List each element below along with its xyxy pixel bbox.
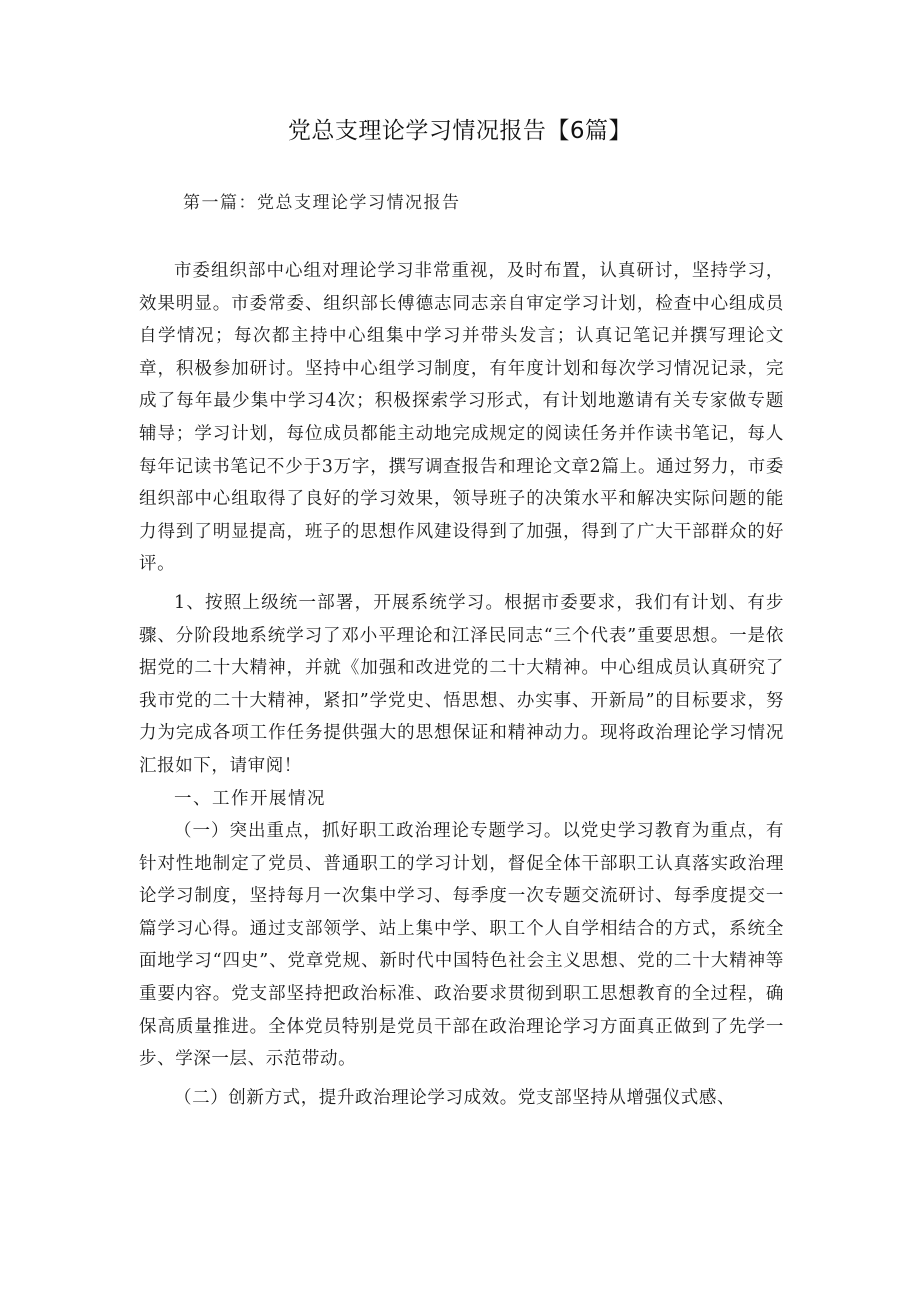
- paragraph-intro: 市委组织部中心组对理论学习非常重视，及时布置，认真研讨，坚持学习，效果明显。市委常委、组织部长傅德志同志亲自审定学习计划，检查中心组成员自学情况；每次都主持中心组集中学习并带头发言；认真记笔记并撰写理论文章，积极参加研讨。坚持中心组学习制度，有年度计划和每次学习情况记录，完成了每年最少集中学习4次；积极探索学习形式，有计划地邀请有关专家做专题辅导；学习计划，每位成员都能主动地完成规定的阅读任务并作读书笔记，每人每年记读书笔记不少于3万字，撰写调查报告和理论文章2篇上。通过努力，市委组织部中心组取得了良好的学习效果，领导班子的决策水平和解决实际问题的能力得到了明显提高，班子的思想作风建设得到了加强，得到了广大干部群众的好评。: [139, 261, 784, 575]
- section-title: 第一篇：党总支理论学习情况报告: [183, 193, 461, 213]
- paragraph-section-2: （二）创新方式，提升政治理论学习成效。党支部坚持从增强仪式感、: [174, 1087, 736, 1108]
- document-body: [139, 255, 784, 1114]
- paragraph-item-1: 1、按照上级统一部署，开展系统学习。根据市委要求，我们有计划、有步骤、分阶段地系统学习了邓小平理论和江泽民同志“三个代表”重要思想。一是依据党的二十大精神，并就《加强和改进党的二十大精神。中心组成员认真研究了我市党的二十大精神，紧扣”学党史、悟思想、办实事、开新局”的目标要求，努力为完成各项工作任务提供强大的思想保证和精神动力。现将政治理论学习情况汇报如下，请审阅！: [139, 592, 784, 776]
- document-title: 党总支理论学习情况报告【6篇】: [287, 118, 633, 144]
- paragraph-section-1: （一）突出重点，抓好职工政治理论专题学习。以党史学习教育为重点，有针对性地制定了党员、普通职工的学习计划，督促全体干部职工认真落实政治理论学习制度，坚持每月一次集中学习、每季度一次专题交流研讨、每季度提交一篇学习心得。通过支部领学、站上集中学、职工个人自学相结合的方式，系统全面地学习“四史”、党章党规、新时代中国特色社会主义思想、党的二十大精神等重要内容。党支部坚持把政治标准、政治要求贯彻到职工思想教育的全过程，确保高质量推进。全体党员特别是党员干部在政治理论学习方面真正做到了先学一步、学深一层、示范带动。: [139, 821, 784, 1070]
- heading-work-status: 一、工作开展情况: [174, 788, 326, 809]
